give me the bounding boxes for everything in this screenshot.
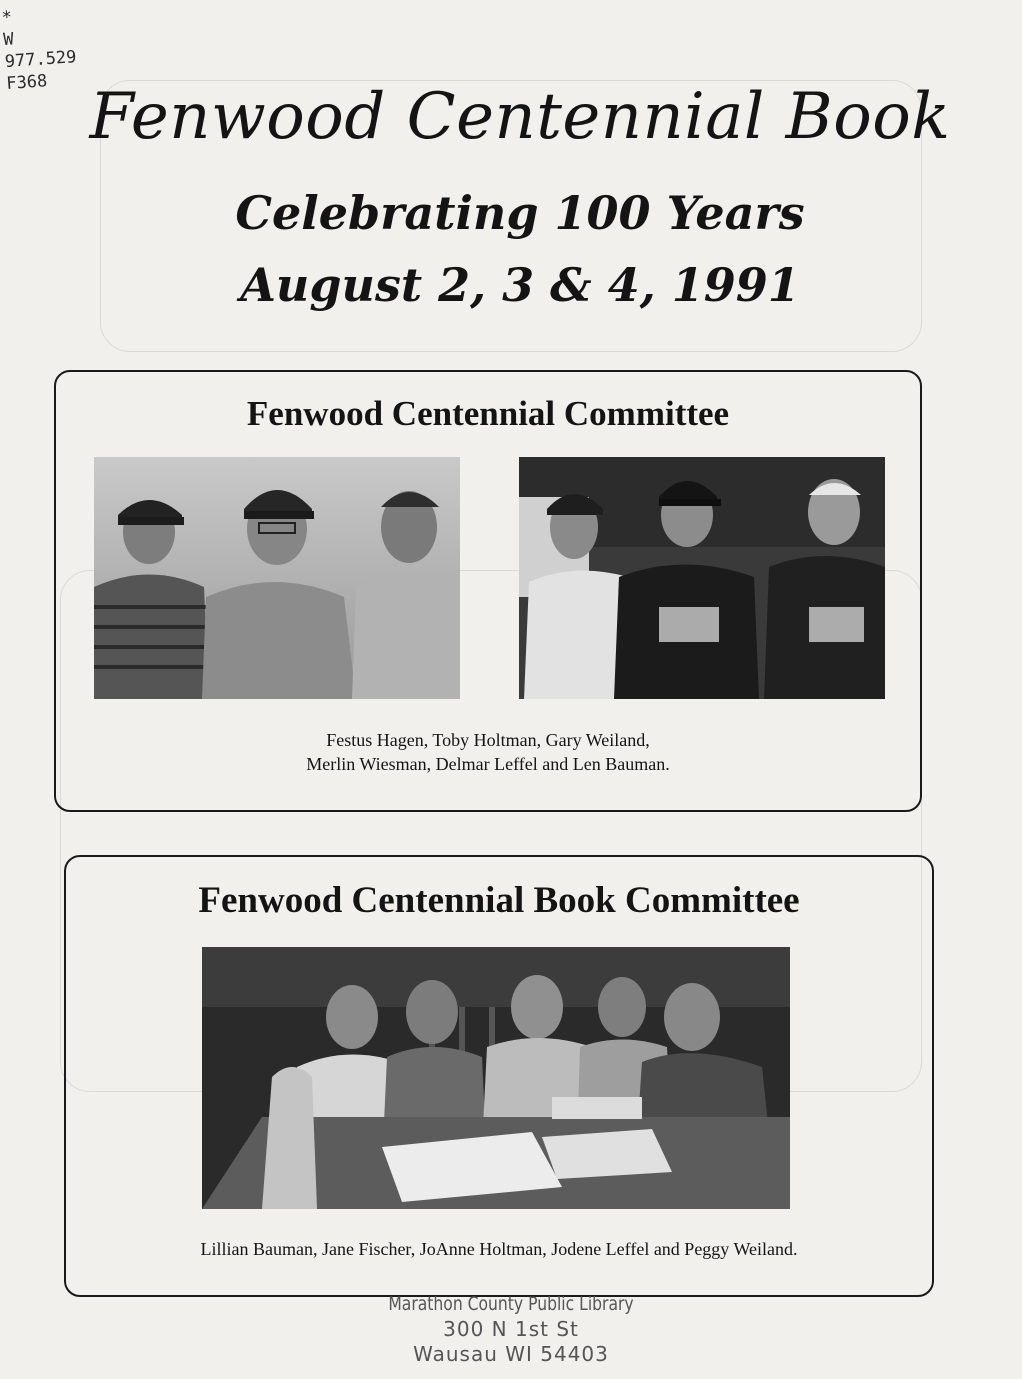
event-dates: August 2, 3 & 4, 1991 — [240, 258, 800, 312]
library-city: Wausau WI 54403 — [413, 1342, 609, 1366]
committee-photo-right — [519, 457, 885, 699]
library-name: Marathon County Public Library — [388, 1293, 634, 1315]
centennial-committee-caption — [56, 728, 920, 776]
page-title: Fenwood Centennial Book — [89, 80, 951, 154]
handwritten-call-number: * W 977.529 F368 — [1, 7, 78, 95]
book-committee-panel — [64, 855, 934, 1297]
book-committee-title: Fenwood Centennial Book Committee — [198, 880, 800, 921]
library-stamp — [300, 1292, 722, 1367]
page-subtitle: Celebrating 100 Years — [235, 186, 805, 240]
caption-line-1: Festus Hagen, Toby Holtman, Gary Weiland, — [326, 730, 650, 750]
book-committee-caption: Lillian Bauman, Jane Fischer, JoAnne Holtman, Jodene Leffel and Peggy Weiland. — [200, 1239, 798, 1259]
caption-line-2: Merlin Wiesman, Delmar Leffel and Len Bauman. — [306, 754, 670, 774]
library-street: 300 N 1st St — [443, 1317, 579, 1341]
centennial-committee-title: Fenwood Centennial Committee — [246, 394, 730, 433]
book-committee-photo — [202, 947, 790, 1209]
centennial-committee-panel — [54, 370, 922, 812]
committee-photo-left — [94, 457, 460, 699]
